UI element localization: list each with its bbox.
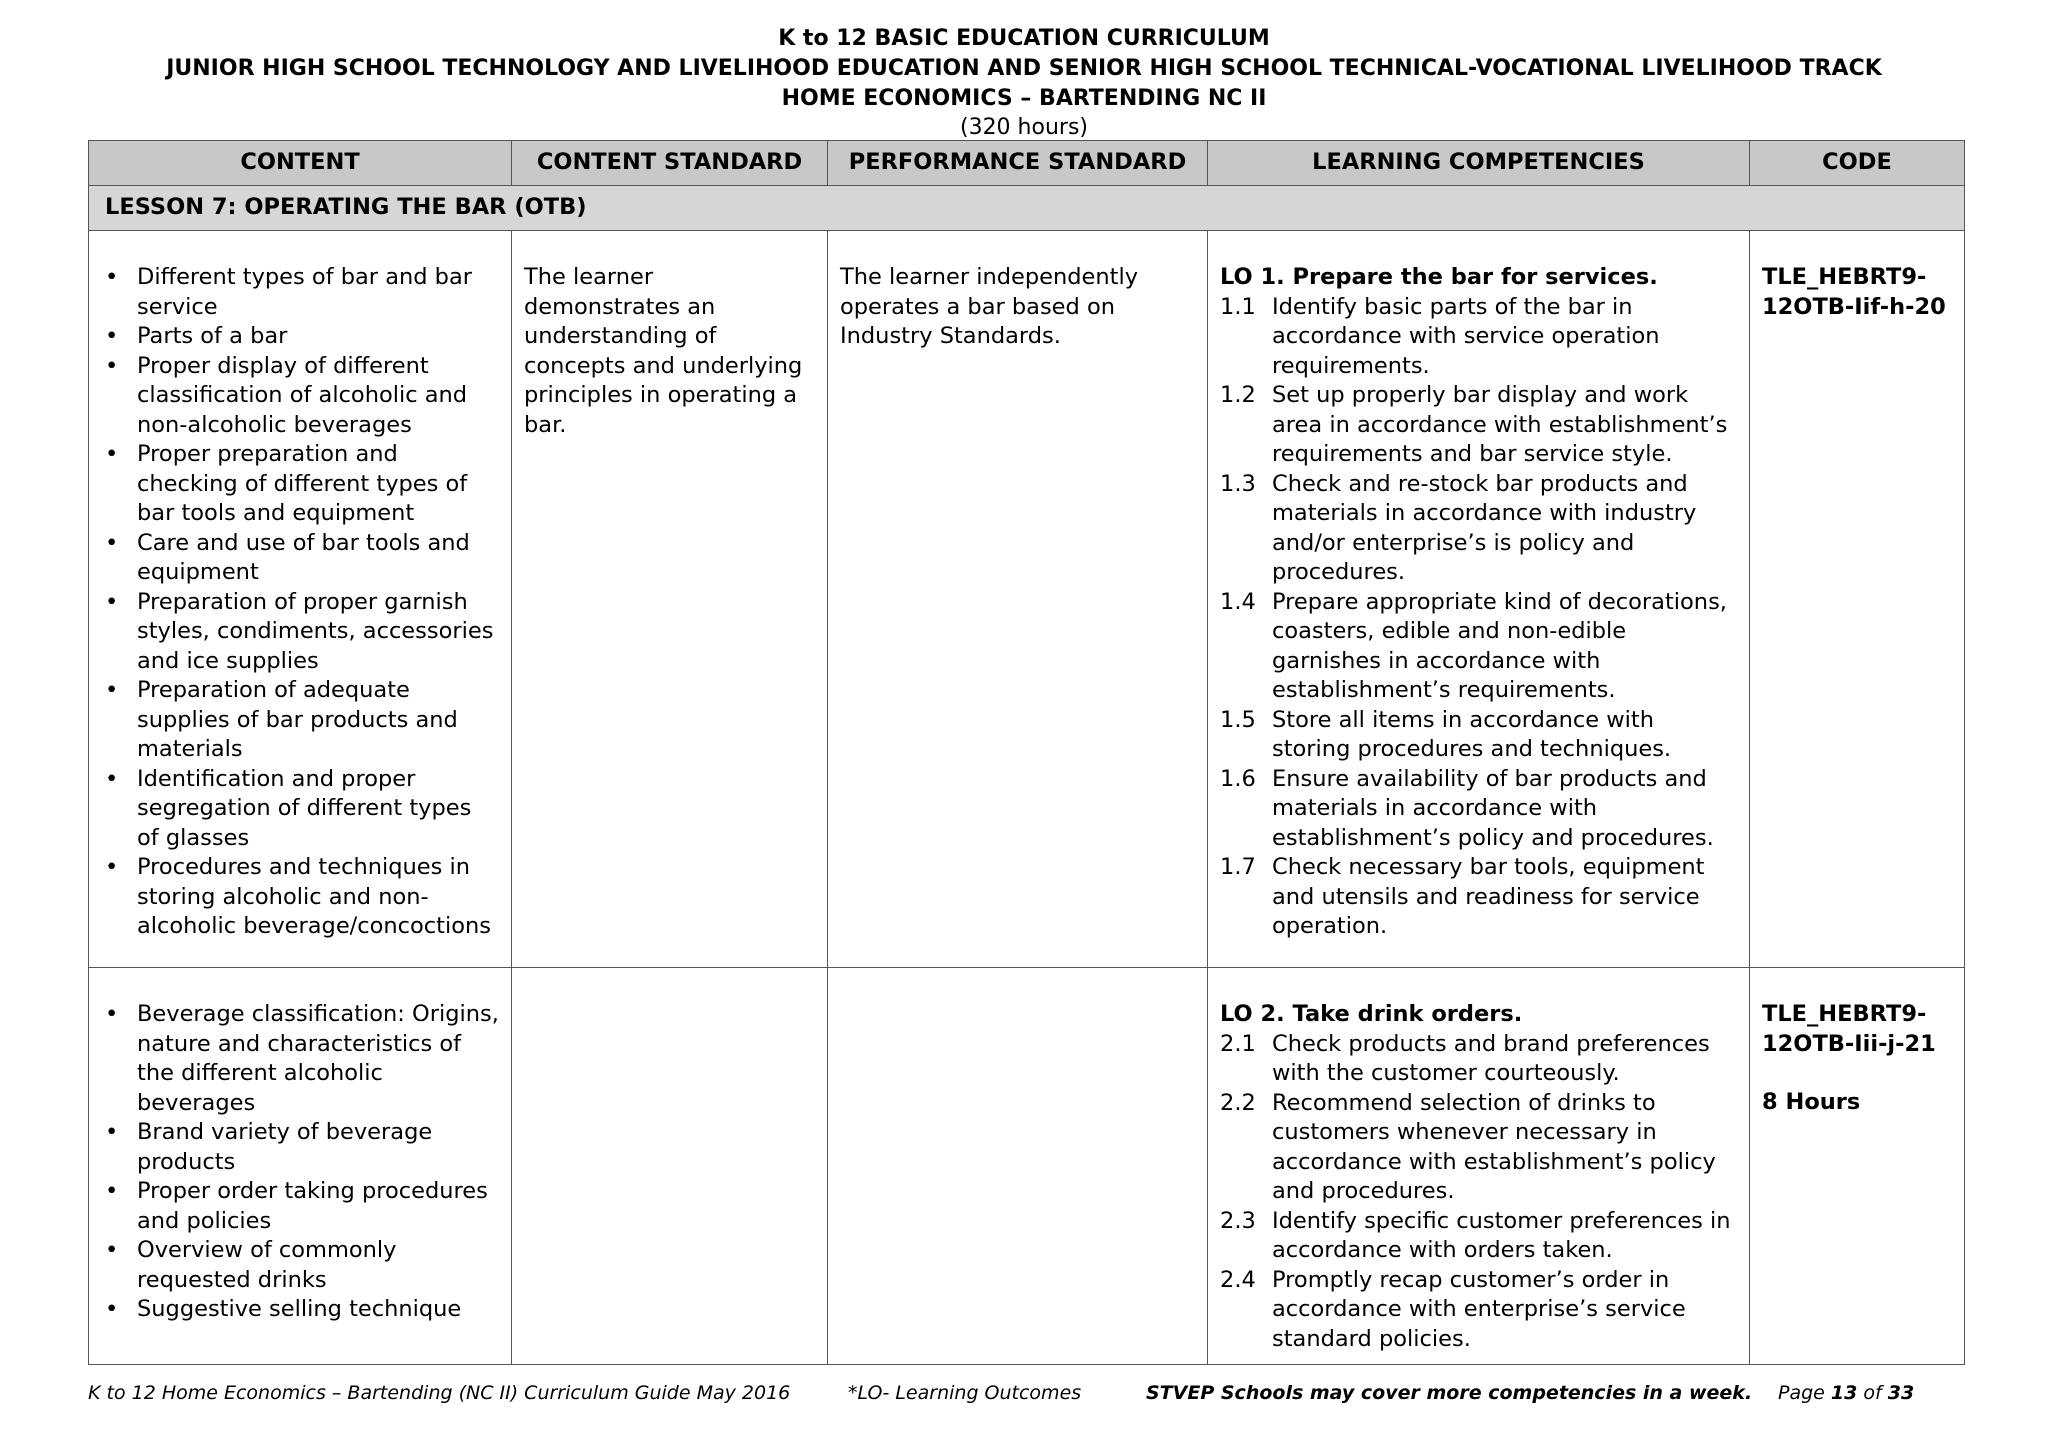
- competency-number: 1.4: [1220, 588, 1256, 615]
- list-item: • Procedures and techniques in storing alcoholic and non-alcoholic beverage/concoctions: [137, 853, 499, 942]
- competency-text: Ensure availability of bar products and materials in accordance with establishment’s policy and procedures.: [1272, 765, 1714, 851]
- footer-lo-note: *LO- Learning Outcomes: [848, 1382, 1082, 1404]
- lesson-row: [89, 186, 1965, 231]
- lo-title: LO 2. Take drink orders.: [1220, 1001, 1523, 1027]
- footer-stvep-note: STVEP Schools may cover more competencies in a week.: [1146, 1382, 1753, 1404]
- list-item: • Proper order taking procedures and policies: [137, 1177, 499, 1236]
- code-line-1: TLE_HEBRT9-: [1762, 264, 1927, 290]
- header-hours: (320 hours): [959, 115, 1088, 140]
- footer-page-number: [1778, 1382, 1914, 1404]
- document-header: [0, 24, 2048, 142]
- hours-label: 8 Hours: [1762, 1089, 1861, 1115]
- table-header-row: [89, 141, 1965, 186]
- performance-standard-cell: The learner independently operates a bar based on Industry Standards.: [828, 231, 1208, 968]
- competency-text: Store all items in accordance with storing procedures and techniques.: [1272, 706, 1672, 762]
- of-word: of: [1863, 1382, 1882, 1404]
- competency-number: 2.4: [1220, 1266, 1256, 1293]
- competency-number: 1.5: [1220, 706, 1256, 733]
- competency-item: [1220, 381, 1737, 470]
- list-item: • Care and use of bar tools and equipment: [137, 529, 499, 588]
- competency-text: Check products and brand preferences with the customer courteously.: [1272, 1030, 1710, 1086]
- competency-item: [1220, 470, 1737, 588]
- code-line-2: 12OTB-Iif-h-20: [1762, 293, 1946, 320]
- col-header-content-standard: CONTENT STANDARD: [512, 141, 828, 186]
- header-subject: HOME ECONOMICS – BARTENDING NC II: [781, 86, 1267, 111]
- code-cell: [1750, 968, 1965, 1365]
- list-item: • Proper display of different classification of alcoholic and non-alcoholic beverages: [137, 352, 499, 441]
- list-item: • Parts of a bar: [137, 322, 499, 352]
- competency-number: 1.3: [1220, 470, 1256, 497]
- competency-text: Promptly recap customer’s order in accordance with enterprise’s service standard policies.: [1272, 1266, 1686, 1352]
- competency-text: Identify specific customer preferences in accordance with orders taken.: [1272, 1207, 1731, 1263]
- competency-text: Check and re-stock bar products and materials in accordance with industry and/or enterprise’s is policy and procedures.: [1272, 470, 1697, 585]
- list-item: • Preparation of adequate supplies of bar products and materials: [137, 676, 499, 765]
- competency-item: [1220, 1266, 1737, 1355]
- list-item: • Preparation of proper garnish styles, condiments, accessories and ice supplies: [137, 588, 499, 677]
- curriculum-table: [88, 140, 1965, 1365]
- competency-text: Set up properly bar display and work area in accordance with establishment’s requirements and bar service style.: [1272, 382, 1728, 467]
- content-list: [101, 263, 499, 942]
- content-cell: [89, 968, 512, 1365]
- list-item: • Brand variety of beverage products: [137, 1118, 499, 1177]
- col-header-learning-competencies: LEARNING COMPETENCIES: [1208, 141, 1750, 186]
- page-total: 33: [1887, 1382, 1915, 1404]
- list-item: • Different types of bar and bar service: [137, 263, 499, 322]
- competency-number: 1.6: [1220, 765, 1256, 792]
- content-list: [101, 1000, 499, 1325]
- performance-standard-cell: [828, 968, 1208, 1365]
- header-curriculum: K to 12 BASIC EDUCATION CURRICULUM: [778, 26, 1270, 51]
- competency-number: 1.1: [1220, 293, 1256, 320]
- content-standard-cell: [512, 968, 828, 1365]
- page-word: Page: [1778, 1382, 1825, 1404]
- col-header-performance-standard: PERFORMANCE STANDARD: [828, 141, 1208, 186]
- code-cell: [1750, 231, 1965, 968]
- lo-title: LO 1. Prepare the bar for services.: [1220, 264, 1658, 290]
- competency-number: 2.3: [1220, 1207, 1256, 1234]
- competency-number: 2.1: [1220, 1030, 1256, 1057]
- col-header-content: CONTENT: [89, 141, 512, 186]
- competency-item: [1220, 588, 1737, 706]
- content-cell: [89, 231, 512, 968]
- competency-number: 2.2: [1220, 1089, 1256, 1116]
- competency-item: [1220, 293, 1737, 382]
- lesson-title: LESSON 7: OPERATING THE BAR (OTB): [89, 186, 1965, 231]
- competency-item: [1220, 1207, 1737, 1266]
- competency-number: 1.2: [1220, 382, 1256, 408]
- competency-item: [1220, 1089, 1737, 1207]
- competency-text: Identify basic parts of the bar in accordance with service operation requirements.: [1272, 293, 1660, 379]
- list-item: • Proper preparation and checking of different types of bar tools and equipment: [137, 440, 499, 529]
- competency-text: Recommend selection of drinks to customers whenever necessary in accordance with establishment’s policy and procedures.: [1272, 1089, 1716, 1204]
- competencies-cell: [1208, 968, 1750, 1365]
- list-item: • Overview of commonly requested drinks: [137, 1236, 499, 1295]
- footer-guide-title: K to 12 Home Economics – Bartending (NC II) Curriculum Guide May 2016: [88, 1382, 791, 1404]
- list-item: • Beverage classification: Origins, nature and characteristics of the different alcoholic beverages: [137, 1000, 499, 1118]
- competency-item: [1220, 853, 1737, 942]
- header-track: JUNIOR HIGH SCHOOL TECHNOLOGY AND LIVELIHOOD EDUCATION AND SENIOR HIGH SCHOOL TECHNICAL-VOCATIONAL LIVELIHOOD TRACK: [166, 56, 1882, 81]
- competencies-cell: [1208, 231, 1750, 968]
- competency-number: 1.7: [1220, 854, 1256, 880]
- code-line-2: 12OTB-Iii-j-21: [1762, 1030, 1936, 1057]
- competency-item: [1220, 765, 1737, 854]
- competency-text: Prepare appropriate kind of decorations, coasters, edible and non-edible garnishes in accordance with establishment’s requirements.: [1272, 588, 1727, 703]
- table-row: [89, 968, 1965, 1365]
- page-current: 13: [1830, 1382, 1858, 1404]
- list-item: • Suggestive selling technique: [137, 1295, 499, 1325]
- content-standard-cell: The learner demonstrates an understanding of concepts and underlying principles in operating a bar.: [512, 231, 828, 968]
- code-line-1: TLE_HEBRT9-: [1762, 1001, 1927, 1027]
- competency-item: [1220, 706, 1737, 765]
- table-row: [89, 231, 1965, 968]
- competency-item: [1220, 1030, 1737, 1089]
- list-item: • Identification and proper segregation of different types of glasses: [137, 765, 499, 854]
- col-header-code: CODE: [1750, 141, 1965, 186]
- competency-text: Check necessary bar tools, equipment and utensils and readiness for service operation.: [1272, 854, 1705, 939]
